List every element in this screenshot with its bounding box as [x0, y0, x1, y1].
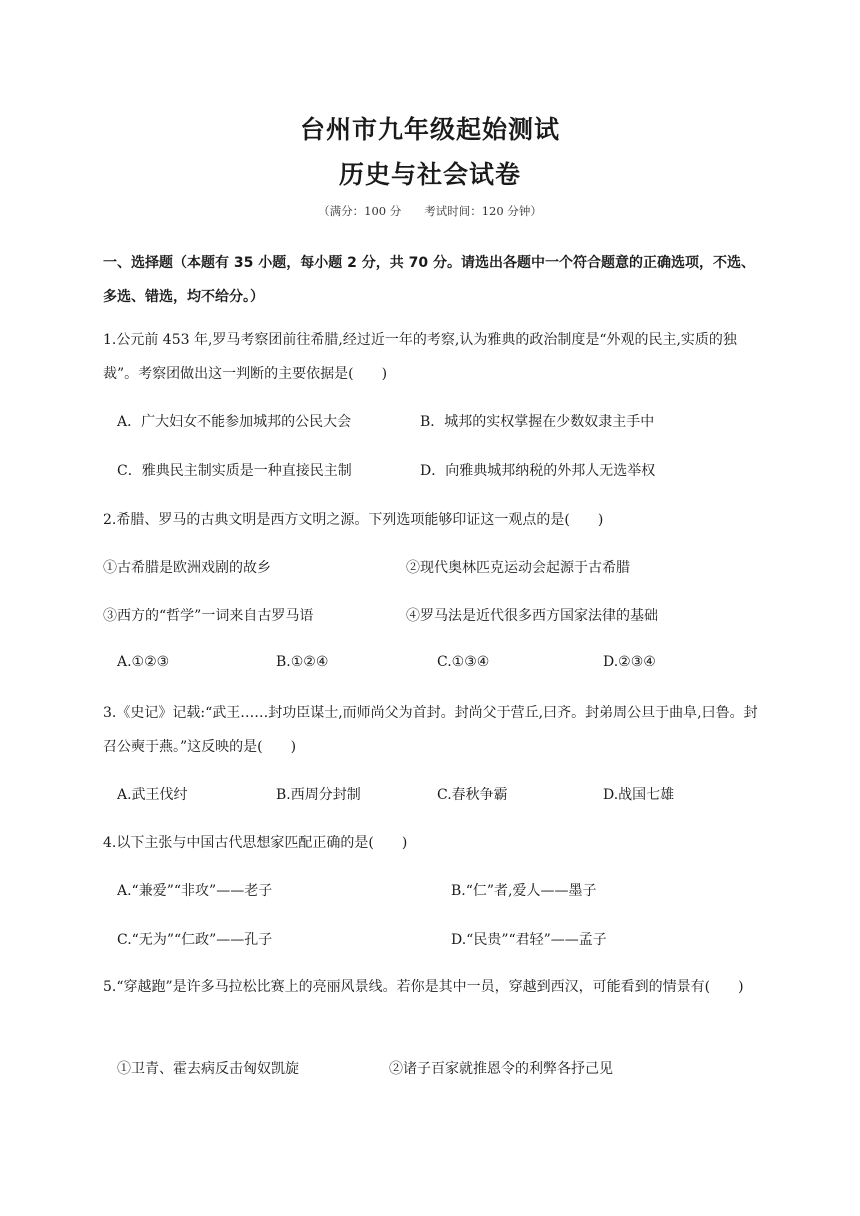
question-4-stem: 4.以下主张与中国古代思想家匹配正确的是( ): [103, 835, 408, 851]
question-2-statement-3: ③西方的“哲学”一词来自古罗马语: [103, 608, 314, 624]
question-4-option-b: B.“仁”者,爱人——墨子: [451, 883, 597, 899]
question-3-option-d: D.战国七雄: [603, 787, 675, 803]
question-2-option-a: A.①②③: [117, 654, 170, 670]
question-2-option-c: C.①③④: [437, 654, 490, 670]
question-1-option-c: C．雅典民主制实质是一种直接民主制: [117, 463, 352, 479]
question-3-option-b: B.西周分封制: [276, 787, 361, 803]
exam-subject-title: 历史与社会试卷: [338, 160, 521, 189]
question-5-statement-2: ②诸子百家就推恩令的利弊各抒己见: [389, 1061, 613, 1077]
question-2-stem: 2.希腊、罗马的古典文明是西方文明之源。下列选项能够印证这一观点的是( ): [103, 512, 604, 528]
question-5-statement-1: ①卫青、霍去病反击匈奴凯旋: [117, 1061, 299, 1077]
question-4-option-a: A.“兼爱”“非攻”——老子: [117, 883, 273, 899]
question-1-option-b: B．城邦的实权掌握在少数奴隶主手中: [420, 414, 655, 430]
question-2-statement-1: ①古希腊是欧洲戏剧的故乡: [103, 560, 271, 576]
question-2-option-d: D.②③④: [603, 654, 656, 670]
question-4-option-d: D.“民贵”“君轻”——孟子: [451, 932, 607, 948]
question-3-option-a: A.武王伐纣: [117, 787, 188, 803]
question-4-option-c: C.“无为”“仁政”——孔子: [117, 932, 273, 948]
question-5-stem: 5.“穿越跑”是许多马拉松比赛上的亮丽风景线。若你是其中一员，穿越到西汉，可能看到的情景有( ): [103, 979, 744, 995]
question-3-stem: 3.《史记》记载:“武王……封功臣谋士,而师尚父为首封。封尚父于营丘,曰齐。封弟周公旦于曲阜,曰鲁。封召公奭于燕。”这反映的是( ): [103, 705, 758, 755]
question-3-option-c: C.春秋争霸: [437, 787, 508, 803]
exam-title: 台州市九年级起始测试: [299, 115, 560, 144]
question-1-option-d: D．向雅典城邦纳税的外邦人无选举权: [420, 463, 656, 479]
question-2-statement-4: ④罗马法是近代很多西方国家法律的基础: [406, 608, 658, 624]
question-2-option-b: B.①②④: [276, 654, 329, 670]
question-1-option-a: A．广大妇女不能参加城邦的公民大会: [117, 414, 352, 430]
question-1-stem: 1.公元前 453 年,罗马考察团前往希腊,经过近一年的考察,认为雅典的政治制度是“外观的民主,实质的独裁”。考察团做出这一判断的主要依据是( ): [103, 332, 737, 382]
section-heading: 一、选择题（本题有 35 小题，每小题 2 分，共 70 分。请选出各题中一个符合题意的正确选项，不选、多选、错选，均不给分。）: [103, 255, 755, 305]
question-2-statement-2: ②现代奥林匹克运动会起源于古希腊: [406, 560, 630, 576]
exam-info: （满分：100 分 考试时间：120 分钟）: [318, 204, 542, 218]
